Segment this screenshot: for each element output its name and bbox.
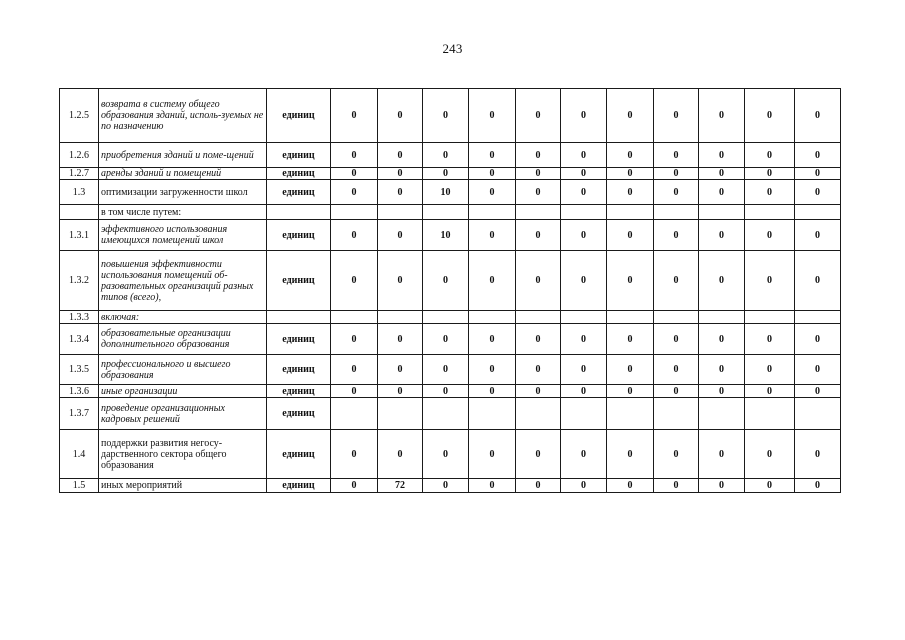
value-cell: 0 — [654, 220, 699, 251]
row-unit: единиц — [267, 180, 331, 205]
value-cell: 0 — [607, 479, 654, 493]
row-unit — [267, 311, 331, 324]
value-cell: 0 — [607, 355, 654, 385]
value-cell: 0 — [699, 324, 745, 355]
value-cell: 0 — [607, 430, 654, 479]
value-cell: 0 — [795, 479, 841, 493]
value-cell: 72 — [378, 479, 423, 493]
value-cell: 0 — [378, 430, 423, 479]
value-cell: 0 — [469, 180, 516, 205]
page-number: 243 — [442, 41, 463, 56]
value-cell: 0 — [607, 251, 654, 311]
table-row — [60, 324, 841, 355]
value-cell: 0 — [699, 180, 745, 205]
value-cell: 0 — [561, 180, 607, 205]
value-cell: 0 — [795, 324, 841, 355]
value-cell: 0 — [516, 430, 561, 479]
value-cell: 0 — [423, 143, 469, 168]
value-cell: 0 — [423, 89, 469, 143]
value-cell — [331, 311, 378, 324]
value-cell: 0 — [699, 89, 745, 143]
value-cell: 0 — [469, 385, 516, 398]
value-cell: 0 — [331, 324, 378, 355]
value-cell: 0 — [745, 89, 795, 143]
table-row — [60, 168, 841, 180]
value-cell: 0 — [745, 355, 795, 385]
row-unit: единиц — [267, 168, 331, 180]
value-cell: 0 — [745, 385, 795, 398]
row-number: 1.2.7 — [60, 168, 99, 180]
value-cell: 0 — [561, 168, 607, 180]
value-cell — [516, 398, 561, 430]
value-cell: 0 — [561, 89, 607, 143]
value-cell — [469, 311, 516, 324]
value-cell — [469, 205, 516, 220]
value-cell — [795, 205, 841, 220]
value-cell — [654, 205, 699, 220]
value-cell: 0 — [745, 180, 795, 205]
value-cell: 0 — [469, 430, 516, 479]
row-description: поддержки развития негосу-дарственного сектора общего образования — [99, 430, 267, 479]
value-cell: 0 — [654, 143, 699, 168]
value-cell: 0 — [654, 251, 699, 311]
value-cell — [378, 398, 423, 430]
value-cell: 0 — [378, 143, 423, 168]
value-cell — [331, 398, 378, 430]
value-cell: 0 — [423, 430, 469, 479]
value-cell: 0 — [561, 479, 607, 493]
row-description: оптимизации загруженности школ — [99, 180, 267, 205]
table-row — [60, 398, 841, 430]
row-description: профессионального и высшего образования — [99, 355, 267, 385]
value-cell: 0 — [561, 430, 607, 479]
row-description: повышения эффективности использования помещений об-разовательных организаций разных типов (всего), — [99, 251, 267, 311]
value-cell: 0 — [378, 355, 423, 385]
value-cell — [745, 311, 795, 324]
value-cell — [378, 311, 423, 324]
value-cell: 0 — [607, 385, 654, 398]
value-cell: 0 — [795, 143, 841, 168]
row-description: включая: — [99, 311, 267, 324]
table-row — [60, 251, 841, 311]
row-description: приобретения зданий и поме-щений — [99, 143, 267, 168]
row-number: 1.2.6 — [60, 143, 99, 168]
value-cell: 0 — [561, 143, 607, 168]
row-description: эффективного использования имеющихся помещений школ — [99, 220, 267, 251]
row-number: 1.3.7 — [60, 398, 99, 430]
value-cell: 0 — [469, 324, 516, 355]
value-cell: 0 — [561, 385, 607, 398]
value-cell — [745, 205, 795, 220]
value-cell: 0 — [469, 89, 516, 143]
value-cell — [561, 311, 607, 324]
row-unit: единиц — [267, 430, 331, 479]
value-cell: 0 — [378, 168, 423, 180]
value-cell: 0 — [745, 168, 795, 180]
value-cell: 0 — [331, 355, 378, 385]
row-number: 1.3.1 — [60, 220, 99, 251]
row-number: 1.3.6 — [60, 385, 99, 398]
value-cell — [745, 398, 795, 430]
value-cell — [516, 311, 561, 324]
value-cell: 0 — [699, 479, 745, 493]
value-cell: 0 — [607, 180, 654, 205]
value-cell: 0 — [745, 479, 795, 493]
value-cell: 0 — [469, 251, 516, 311]
value-cell: 0 — [331, 479, 378, 493]
value-cell — [795, 398, 841, 430]
value-cell: 0 — [745, 324, 795, 355]
table-row — [60, 180, 841, 205]
value-cell — [331, 205, 378, 220]
value-cell — [516, 205, 561, 220]
row-description: проведение организационных кадровых решений — [99, 398, 267, 430]
value-cell: 0 — [561, 355, 607, 385]
value-cell: 0 — [561, 220, 607, 251]
value-cell: 0 — [654, 89, 699, 143]
row-unit: единиц — [267, 89, 331, 143]
row-unit: единиц — [267, 324, 331, 355]
value-cell — [607, 311, 654, 324]
value-cell: 0 — [516, 479, 561, 493]
table-row — [60, 430, 841, 479]
value-cell: 0 — [378, 251, 423, 311]
row-number: 1.3.4 — [60, 324, 99, 355]
row-number: 1.2.5 — [60, 89, 99, 143]
row-description: в том числе путем: — [99, 205, 267, 220]
row-unit: единиц — [267, 355, 331, 385]
value-cell: 0 — [469, 479, 516, 493]
value-cell: 0 — [423, 385, 469, 398]
row-number — [60, 205, 99, 220]
value-cell: 0 — [516, 324, 561, 355]
value-cell — [699, 205, 745, 220]
value-cell: 0 — [331, 430, 378, 479]
value-cell: 0 — [795, 220, 841, 251]
table-row — [60, 89, 841, 143]
value-cell: 0 — [795, 430, 841, 479]
value-cell: 0 — [795, 385, 841, 398]
value-cell: 0 — [607, 220, 654, 251]
value-cell: 0 — [654, 385, 699, 398]
value-cell — [654, 311, 699, 324]
value-cell: 0 — [423, 251, 469, 311]
value-cell: 0 — [516, 168, 561, 180]
row-description: иных мероприятий — [99, 479, 267, 493]
value-cell — [561, 398, 607, 430]
value-cell: 0 — [423, 479, 469, 493]
value-cell: 0 — [745, 251, 795, 311]
value-cell: 0 — [469, 220, 516, 251]
value-cell: 10 — [423, 220, 469, 251]
value-cell: 0 — [654, 324, 699, 355]
table-row — [60, 479, 841, 493]
value-cell: 0 — [378, 180, 423, 205]
value-cell: 0 — [378, 324, 423, 355]
value-cell: 0 — [469, 168, 516, 180]
table-body — [60, 89, 841, 493]
row-description: образовательные организации дополнительного образования — [99, 324, 267, 355]
value-cell — [378, 205, 423, 220]
value-cell: 0 — [607, 143, 654, 168]
value-cell — [423, 398, 469, 430]
value-cell: 0 — [607, 324, 654, 355]
row-unit: единиц — [267, 251, 331, 311]
value-cell: 0 — [423, 355, 469, 385]
table-row — [60, 355, 841, 385]
value-cell: 0 — [699, 168, 745, 180]
value-cell: 0 — [654, 479, 699, 493]
table-row — [60, 143, 841, 168]
value-cell — [699, 311, 745, 324]
value-cell: 0 — [516, 143, 561, 168]
value-cell: 0 — [423, 324, 469, 355]
value-cell — [469, 398, 516, 430]
row-number: 1.3 — [60, 180, 99, 205]
value-cell: 0 — [699, 385, 745, 398]
value-cell: 0 — [745, 430, 795, 479]
value-cell: 0 — [654, 180, 699, 205]
value-cell: 0 — [516, 251, 561, 311]
value-cell: 0 — [331, 385, 378, 398]
value-cell: 0 — [331, 251, 378, 311]
value-cell: 0 — [745, 143, 795, 168]
value-cell: 0 — [795, 355, 841, 385]
value-cell: 0 — [331, 89, 378, 143]
row-number: 1.4 — [60, 430, 99, 479]
row-number: 1.3.2 — [60, 251, 99, 311]
row-unit: единиц — [267, 385, 331, 398]
row-unit — [267, 205, 331, 220]
value-cell: 0 — [469, 143, 516, 168]
value-cell: 0 — [378, 385, 423, 398]
value-cell: 0 — [516, 180, 561, 205]
value-cell: 0 — [561, 251, 607, 311]
value-cell — [561, 205, 607, 220]
value-cell: 0 — [516, 89, 561, 143]
table-row — [60, 311, 841, 324]
data-table — [59, 88, 841, 493]
row-unit: единиц — [267, 220, 331, 251]
value-cell: 0 — [561, 324, 607, 355]
value-cell — [423, 311, 469, 324]
row-description: иные организации — [99, 385, 267, 398]
value-cell — [795, 311, 841, 324]
value-cell — [699, 398, 745, 430]
row-unit: единиц — [267, 398, 331, 430]
row-number: 1.5 — [60, 479, 99, 493]
table-row — [60, 220, 841, 251]
value-cell: 0 — [516, 355, 561, 385]
row-description: возврата в систему общего образования зданий, исполь-зуемых не по назначению — [99, 89, 267, 143]
row-unit: единиц — [267, 479, 331, 493]
value-cell — [607, 205, 654, 220]
value-cell: 0 — [699, 220, 745, 251]
value-cell: 0 — [331, 168, 378, 180]
value-cell: 0 — [699, 430, 745, 479]
value-cell: 0 — [469, 355, 516, 385]
value-cell: 0 — [516, 220, 561, 251]
table-row — [60, 205, 841, 220]
row-description: аренды зданий и помещений — [99, 168, 267, 180]
value-cell: 0 — [795, 168, 841, 180]
value-cell: 0 — [795, 89, 841, 143]
value-cell: 0 — [795, 251, 841, 311]
value-cell: 0 — [607, 168, 654, 180]
value-cell: 0 — [745, 220, 795, 251]
value-cell — [607, 398, 654, 430]
value-cell: 0 — [378, 220, 423, 251]
value-cell: 0 — [654, 168, 699, 180]
value-cell: 0 — [607, 89, 654, 143]
value-cell: 10 — [423, 180, 469, 205]
value-cell: 0 — [378, 89, 423, 143]
value-cell: 0 — [516, 385, 561, 398]
value-cell: 0 — [331, 143, 378, 168]
row-unit: единиц — [267, 143, 331, 168]
table-row — [60, 385, 841, 398]
row-number: 1.3.5 — [60, 355, 99, 385]
value-cell: 0 — [423, 168, 469, 180]
row-number: 1.3.3 — [60, 311, 99, 324]
value-cell — [654, 398, 699, 430]
value-cell: 0 — [331, 180, 378, 205]
value-cell: 0 — [795, 180, 841, 205]
value-cell — [423, 205, 469, 220]
value-cell: 0 — [654, 430, 699, 479]
value-cell: 0 — [699, 143, 745, 168]
value-cell: 0 — [699, 355, 745, 385]
value-cell: 0 — [654, 355, 699, 385]
value-cell: 0 — [331, 220, 378, 251]
value-cell: 0 — [699, 251, 745, 311]
